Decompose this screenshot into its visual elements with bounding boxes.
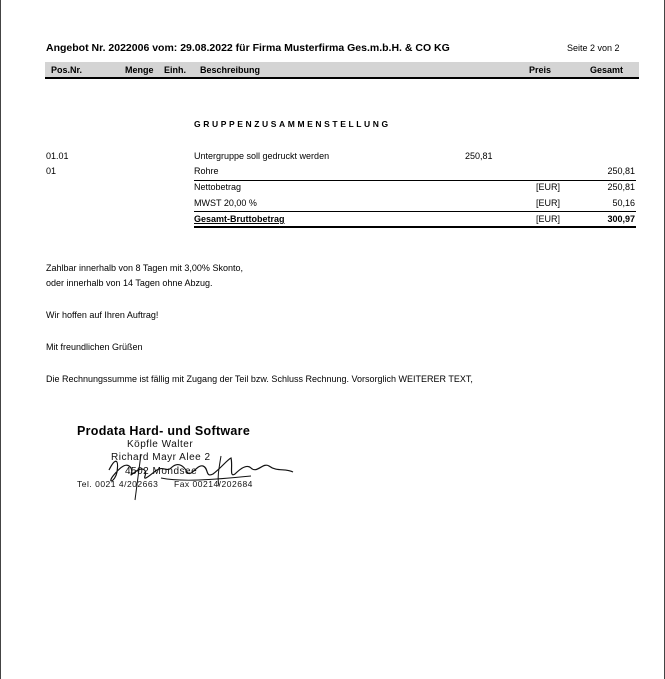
row-pos: 01.01 bbox=[46, 151, 69, 161]
brutto-value: 300,97 bbox=[607, 214, 635, 224]
divider bbox=[194, 180, 636, 181]
column-beschreibung: Beschreibung bbox=[200, 65, 261, 75]
hope-text: Wir hoffen auf Ihren Auftrag! bbox=[46, 310, 159, 320]
handwritten-signature bbox=[101, 448, 301, 503]
column-einheit: Einh. bbox=[164, 65, 186, 75]
payment-terms-line2: oder innerhalb von 14 Tagen ohne Abzug. bbox=[46, 278, 213, 288]
column-preis: Preis bbox=[529, 65, 552, 75]
stamp-company: Prodata Hard- und Software bbox=[77, 424, 251, 438]
stamp-person: Köpfle Walter bbox=[127, 439, 194, 450]
column-pos: Pos.Nr. bbox=[51, 65, 83, 75]
column-menge: Menge bbox=[125, 65, 154, 75]
netto-unit: [EUR] bbox=[536, 182, 561, 192]
payment-terms-line1: Zahlbar innerhalb von 8 Tagen mit 3,00% Skonto, bbox=[46, 263, 243, 273]
netto-label: Nettobetrag bbox=[194, 182, 242, 192]
brutto-label: Gesamt-Bruttobetrag bbox=[194, 214, 285, 224]
mwst-value: 50,16 bbox=[612, 198, 635, 208]
stamp-phone: Tel. 0021 4/202663 bbox=[77, 479, 159, 489]
row-description: Rohre bbox=[194, 166, 219, 176]
row-value: 250,81 bbox=[465, 151, 493, 161]
page-number: Seite 2 von 2 bbox=[567, 43, 620, 53]
brutto-unit: [EUR] bbox=[536, 214, 561, 224]
row-description: Untergruppe soll gedruckt werden bbox=[194, 151, 330, 161]
greeting-text: Mit freundlichen Grüßen bbox=[46, 342, 143, 352]
row-pos: 01 bbox=[46, 166, 57, 176]
double-underline bbox=[194, 226, 636, 228]
stamp-city: 4502 Mondsee bbox=[125, 466, 198, 477]
document-title: Angebot Nr. 2022006 vom: 29.08.2022 für Firma Musterfirma Ges.m.b.H. & CO KG bbox=[46, 42, 450, 54]
mwst-unit: [EUR] bbox=[536, 198, 561, 208]
divider bbox=[194, 211, 636, 212]
netto-value: 250,81 bbox=[607, 182, 635, 192]
row-total: 250,81 bbox=[607, 166, 635, 176]
column-gesamt: Gesamt bbox=[590, 65, 624, 75]
mwst-label: MWST 20,00 % bbox=[194, 198, 257, 208]
section-title: GRUPPENZUSAMMENSTELLUNG bbox=[194, 119, 391, 129]
notice-text: Die Rechnungssumme ist fällig mit Zugang der Teil bzw. Schluss Rechnung. Vorsorglich WEITERER TEXT, bbox=[46, 374, 473, 384]
stamp-fax: Fax 00214/202684 bbox=[174, 479, 253, 489]
stamp-street: Richard Mayr Alee 2 bbox=[111, 452, 211, 463]
